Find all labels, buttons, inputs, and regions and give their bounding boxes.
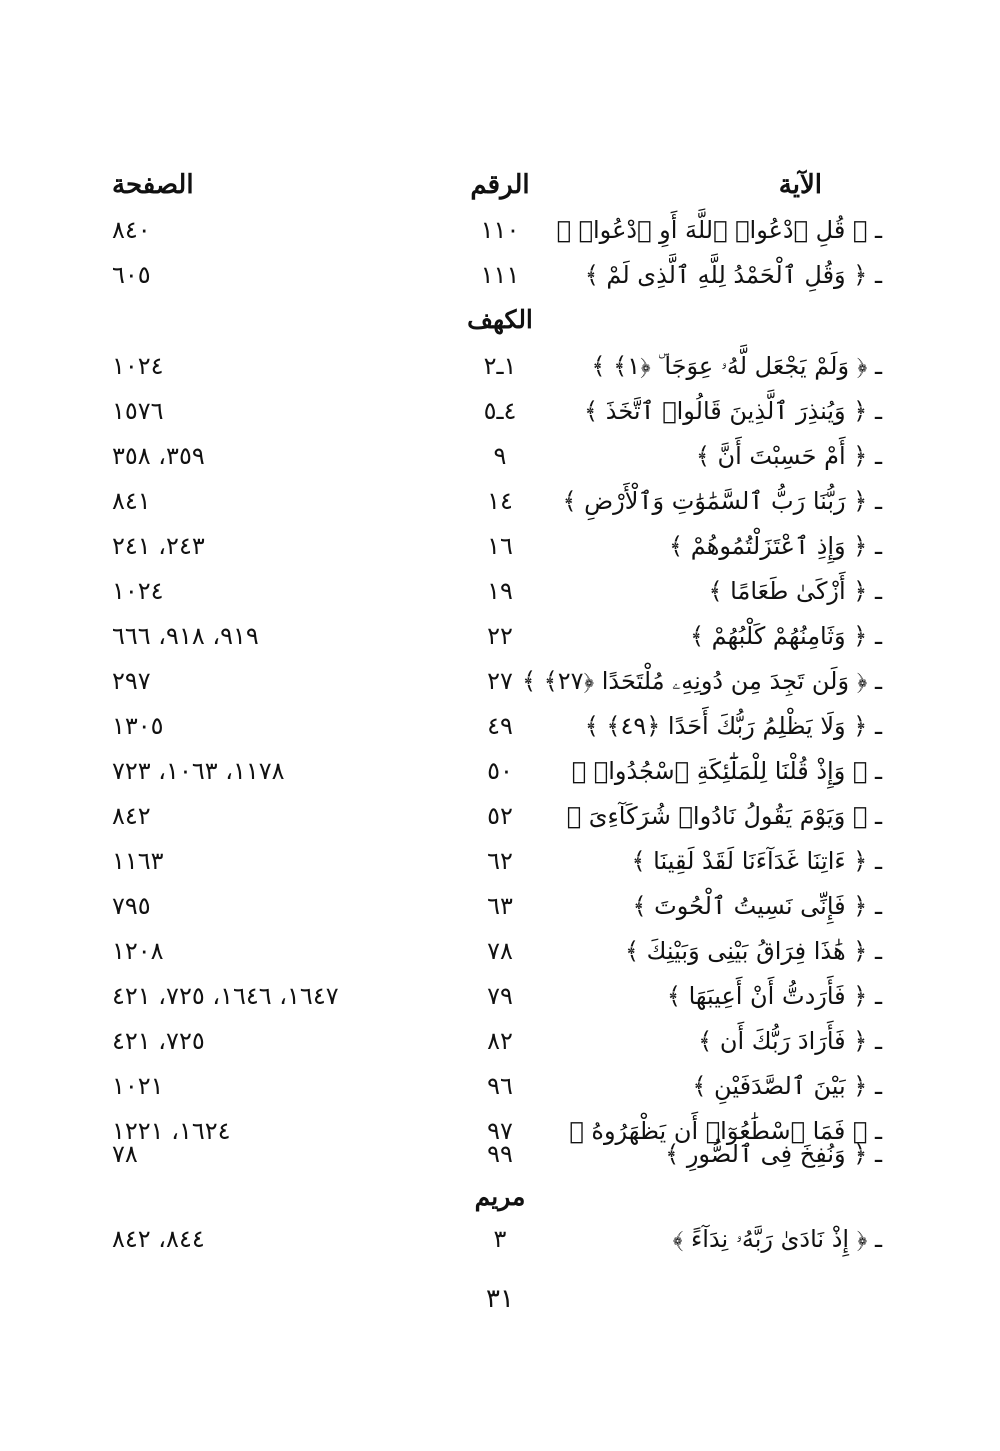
ayah-text: ـ ﴿ وَلَن تَجِدَ مِن دُونِهِۦ مُلْتَحَدًا ﴿٢٧﴾ ﴾ (521, 667, 882, 695)
ayah-text: ـ ﴿ بَيْنَ ٱلصَّدَفَيْنِ ﴾ (692, 1072, 882, 1100)
page-refs: ٨٤١ (112, 487, 151, 515)
ayah-number: ٩ (493, 442, 507, 470)
page-number: ٣١ (486, 1284, 514, 1314)
page-refs: ١٥٧٦ (112, 397, 164, 425)
table-row (0, 1072, 1000, 1116)
ayah-text: ـ ﴿ وَثَامِنُهُمْ كَلْبُهُمْ ﴾ (689, 622, 882, 650)
ayah-text: ـ ﴿ وَإِذِ ٱعْتَزَلْتُمُوهُمْ ﴾ (669, 532, 882, 560)
ayah-text: ـ ﴿ فَأَرَادَ رَبُّكَ أَن ﴾ (698, 1027, 882, 1055)
ayah-text: ـ ﴿ وَقُلِ ٱلْحَمْدُ لِلَّهِ ٱلَّذِى لَمْ ﴾ (584, 261, 882, 289)
table-row (0, 577, 1000, 621)
ayah-text: ـ ﴿ قُلِ ٱدْعُوا۟ ٱللَّهَ أَوِ ٱدْعُوا۟ ﴾ (556, 216, 882, 244)
ayah-text: ـ ﴿ وَإِذْ قُلْنَا لِلْمَلَٰٓئِكَةِ ٱسْجُدُوا۟ ﴾ (571, 757, 882, 785)
ayah-text: ـ ﴿ وَيُنذِرَ ٱلَّذِينَ قَالُوا۟ ٱتَّخَذَ ﴾ (584, 397, 882, 425)
ayah-number: ٥٠ (487, 757, 513, 785)
ayah-text: ـ ﴿ ءَاتِنَا غَدَآءَنَا لَقَدْ لَقِينَا ﴾ (631, 847, 882, 875)
table-row (0, 757, 1000, 801)
table-row (0, 937, 1000, 981)
page-refs: ١١٧٨، ١٠٦٣، ٧٢٣ (112, 757, 285, 785)
page-refs: ٧٨ (112, 1140, 138, 1168)
ayah-number: ٤٩ (487, 712, 513, 740)
table-row (0, 1027, 1000, 1071)
table-row (0, 352, 1000, 396)
ayah-text: ـ ﴿ رَبُّنَا رَبُّ ٱلسَّمَٰوَٰتِ وَٱلْأَرْضِ ﴾ (562, 487, 882, 515)
page-refs: ٨٤٢ (112, 802, 151, 830)
header-ayah: الآية (778, 170, 822, 200)
table-row (0, 1225, 1000, 1269)
page-refs: ٢٩٧ (112, 667, 151, 695)
page-refs: ٧٢٥، ٤٢١ (112, 1027, 205, 1055)
ayah-number: ١٦ (487, 532, 513, 560)
ayah-number: ٧٩ (487, 982, 513, 1010)
table-row (0, 667, 1000, 711)
table-row (0, 847, 1000, 891)
ayah-text: ـ ﴿ وَلَمْ يَجْعَل لَّهُۥ عِوَجَا ۜ ﴿١﴾ ﴾ (591, 352, 882, 380)
page-refs: ٦٠٥ (112, 261, 151, 289)
table-row (0, 622, 1000, 666)
page-refs: ٩١٩، ٩١٨، ٦٦٦ (112, 622, 259, 650)
table-row (0, 712, 1000, 756)
page-refs: ٨٤٠ (112, 216, 151, 244)
ayah-number: ٧٨ (487, 937, 513, 965)
table-row (0, 216, 1000, 260)
ayah-text: ـ ﴿ أَمْ حَسِبْتَ أَنَّ ﴾ (695, 442, 882, 470)
table-row (0, 982, 1000, 1026)
page-refs: ٣٥٩، ٣٥٨ (112, 442, 205, 470)
table-row (0, 892, 1000, 936)
page-refs: ١٠٢٤ (112, 352, 164, 380)
page-refs: ١٦٢٤، ١٢٢١ (112, 1117, 231, 1145)
ayah-number: ٢٢ (487, 622, 513, 650)
ayah-text: ـ ﴿ فَأَرَدتُّ أَنْ أَعِيبَهَا ﴾ (666, 982, 882, 1010)
ayah-number: ٤ـ٥ (483, 397, 517, 425)
page-refs: ١٠٢٤ (112, 577, 164, 605)
ayah-number: ١١٠ (480, 216, 520, 244)
surah-heading: مريم (474, 1182, 526, 1211)
page-refs: ١٢٠٨ (112, 937, 164, 965)
page-refs: ١٦٤٧، ١٦٤٦، ٧٢٥، ٤٢١ (112, 982, 339, 1010)
table-row (0, 802, 1000, 846)
ayah-number: ١ـ٢ (483, 352, 517, 380)
ayah-text: ـ ﴿ فَمَا ٱسْطَٰعُوٓا۟ أَن يَظْهَرُوهُ ﴾ (569, 1117, 882, 1145)
ayah-text: ـ ﴿ وَنُفِخَ فِى ٱلصُّورِ ﴾ (665, 1140, 882, 1168)
ayah-number: ١١١ (480, 261, 520, 289)
ayah-number: ١٩ (487, 577, 513, 605)
ayah-text: ـ ﴿ هَٰذَا فِرَاقُ بَيْنِى وَبَيْنِكَ ﴾ (624, 937, 882, 965)
page-refs: ١٣٠٥ (112, 712, 164, 740)
ayah-number: ٦٢ (487, 847, 513, 875)
ayah-number: ٨٢ (487, 1027, 513, 1055)
ayah-text: ـ ﴿ إِذْ نَادَىٰ رَبَّهُۥ نِدَآءً ﴾ (672, 1225, 882, 1253)
ayah-number: ٥٢ (487, 802, 513, 830)
table-row (0, 261, 1000, 305)
ayah-number: ٦٣ (487, 892, 513, 920)
table-row (0, 442, 1000, 486)
ayah-number: ٩٦ (487, 1072, 513, 1100)
ayah-number: ٣ (493, 1225, 507, 1253)
table-row (0, 532, 1000, 576)
ayah-text: ـ ﴿ وَيَوْمَ يَقُولُ نَادُوا۟ شُرَكَآءِىَ ﴾ (566, 802, 882, 830)
header-number: الرقم (470, 170, 530, 200)
ayah-number: ٩٧ (487, 1117, 513, 1145)
ayah-number: ٩٩ (487, 1140, 513, 1168)
table-row (0, 487, 1000, 531)
table-header (0, 170, 1000, 214)
page-refs: ٧٩٥ (112, 892, 151, 920)
ayah-number: ١٤ (487, 487, 513, 515)
ayah-text: ـ ﴿ أَزْكَىٰ طَعَامًا ﴾ (708, 577, 882, 605)
page-refs: ١١٦٣ (112, 847, 164, 875)
page-refs: ٢٤٣، ٢٤١ (112, 532, 205, 560)
ayah-number: ٢٧ (487, 667, 513, 695)
table-row (0, 397, 1000, 441)
table-row (0, 1140, 1000, 1184)
ayah-text: ـ ﴿ فَإِنِّى نَسِيتُ ٱلْحُوتَ ﴾ (632, 892, 882, 920)
header-page: الصفحة (112, 170, 194, 200)
ayah-text: ـ ﴿ وَلَا يَظْلِمُ رَبُّكَ أَحَدًا ﴿٤٩﴾ ﴾ (584, 712, 882, 740)
page-refs: ٨٤٤، ٨٤٢ (112, 1225, 205, 1253)
surah-heading: الكهف (467, 305, 533, 334)
page-refs: ١٠٢١ (112, 1072, 164, 1100)
